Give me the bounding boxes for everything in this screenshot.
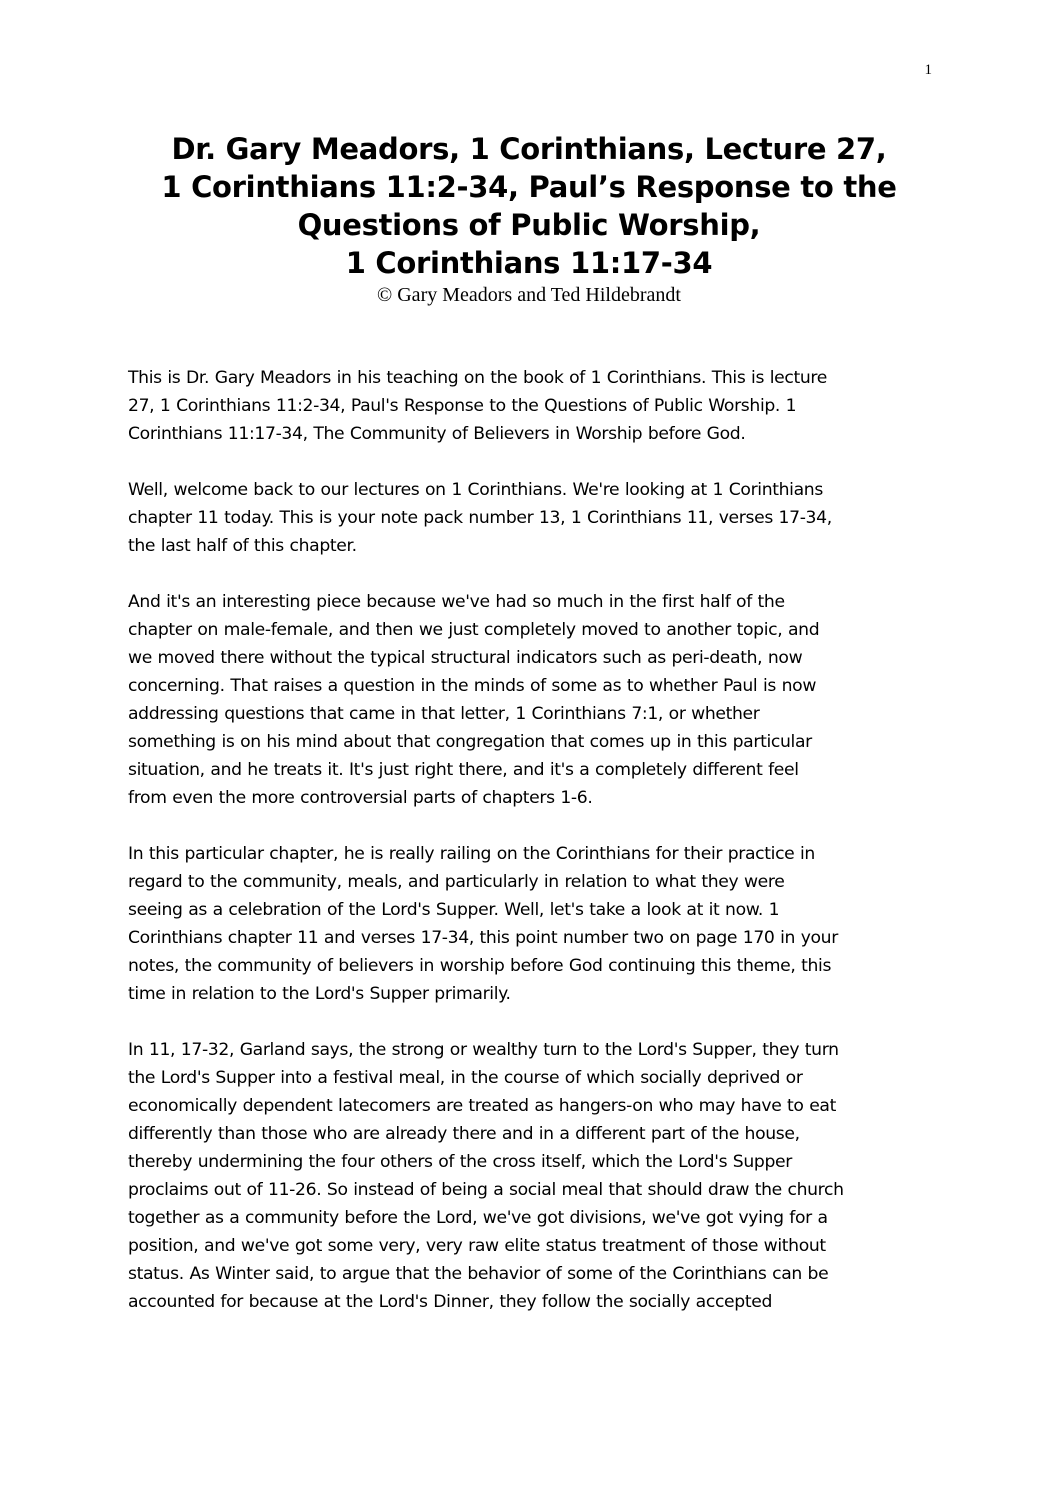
paragraph-line: status. As Winter said, to argue that the behavior of some of the Corinthians can be bbox=[128, 1264, 829, 1284]
paragraph-line: from even the more controversial parts of chapters 1-6. bbox=[128, 788, 593, 808]
paragraph-line: position, and we've got some very, very raw elite status treatment of those without bbox=[128, 1236, 826, 1256]
paragraph-line: thereby undermining the four others of the cross itself, which the Lord's Supper bbox=[128, 1152, 792, 1172]
paragraph-line: Corinthians 11:17-34, The Community of Believers in Worship before God. bbox=[128, 424, 746, 444]
paragraph bbox=[128, 588, 934, 812]
paragraph-line: we moved there without the typical structural indicators such as peri-death, now bbox=[128, 648, 803, 668]
paragraph bbox=[128, 840, 934, 1008]
paragraph-line: In this particular chapter, he is really railing on the Corinthians for their practice in bbox=[128, 844, 815, 864]
page-number: 1 bbox=[924, 62, 932, 78]
paragraph bbox=[128, 1036, 934, 1316]
paragraph-line: notes, the community of believers in worship before God continuing this theme, this bbox=[128, 956, 832, 976]
paragraph-line: time in relation to the Lord's Supper primarily. bbox=[128, 984, 511, 1004]
title-line-2: 1 Corinthians 11:2-34, Paul’s Response to the bbox=[161, 170, 897, 204]
title-line-4: 1 Corinthians 11:17-34 bbox=[345, 246, 713, 280]
paragraph-line: In 11, 17-32, Garland says, the strong or wealthy turn to the Lord's Supper, they turn bbox=[128, 1040, 839, 1060]
paragraph-line: chapter 11 today. This is your note pack number 13, 1 Corinthians 11, verses 17-34, bbox=[128, 508, 832, 528]
paragraph-line: differently than those who are already there and in a different part of the house, bbox=[128, 1124, 800, 1144]
paragraph-line: seeing as a celebration of the Lord's Supper. Well, let's take a look at it now. 1 bbox=[128, 900, 780, 920]
paragraph-line: something is on his mind about that congregation that comes up in this particular bbox=[128, 732, 812, 752]
paragraph-line: addressing questions that came in that letter, 1 Corinthians 7:1, or whether bbox=[128, 704, 760, 724]
paragraph-line: Well, welcome back to our lectures on 1 Corinthians. We're looking at 1 Corinthians bbox=[128, 480, 823, 500]
title-line-3: Questions of Public Worship, bbox=[297, 208, 761, 242]
paragraph-line: chapter on male-female, and then we just completely moved to another topic, and bbox=[128, 620, 820, 640]
paragraph-line: the last half of this chapter. bbox=[128, 536, 357, 556]
paragraph-line: concerning. That raises a question in the minds of some as to whether Paul is now bbox=[128, 676, 817, 696]
paragraph-line: economically dependent latecomers are treated as hangers-on who may have to eat bbox=[128, 1096, 837, 1116]
title-block bbox=[0, 130, 1058, 308]
paragraph-line: And it's an interesting piece because we've had so much in the first half of the bbox=[128, 592, 785, 612]
paragraph-line: situation, and he treats it. It's just right there, and it's a completely different feel bbox=[128, 760, 799, 780]
title-line-1: Dr. Gary Meadors, 1 Corinthians, Lecture 27, bbox=[171, 132, 887, 166]
paragraph bbox=[128, 476, 934, 560]
paragraph-line: regard to the community, meals, and particularly in relation to what they were bbox=[128, 872, 785, 892]
paragraph-line: the Lord's Supper into a festival meal, in the course of which socially deprived or bbox=[128, 1068, 803, 1088]
paragraph-line: together as a community before the Lord, we've got divisions, we've got vying for a bbox=[128, 1208, 828, 1228]
paragraph-line: proclaims out of 11-26. So instead of being a social meal that should draw the church bbox=[128, 1180, 844, 1200]
paragraph-line: This is Dr. Gary Meadors in his teaching on the book of 1 Corinthians. This is lecture bbox=[128, 368, 827, 388]
body-text bbox=[128, 364, 934, 1344]
paragraph-line: accounted for because at the Lord's Dinner, they follow the socially accepted bbox=[128, 1292, 773, 1312]
paragraph-line: 27, 1 Corinthians 11:2-34, Paul's Response to the Questions of Public Worship. 1 bbox=[128, 396, 797, 416]
copyright-line: © Gary Meadors and Ted Hildebrandt bbox=[377, 284, 681, 306]
paragraph-line: Corinthians chapter 11 and verses 17-34, this point number two on page 170 in your bbox=[128, 928, 838, 948]
paragraph bbox=[128, 364, 934, 448]
